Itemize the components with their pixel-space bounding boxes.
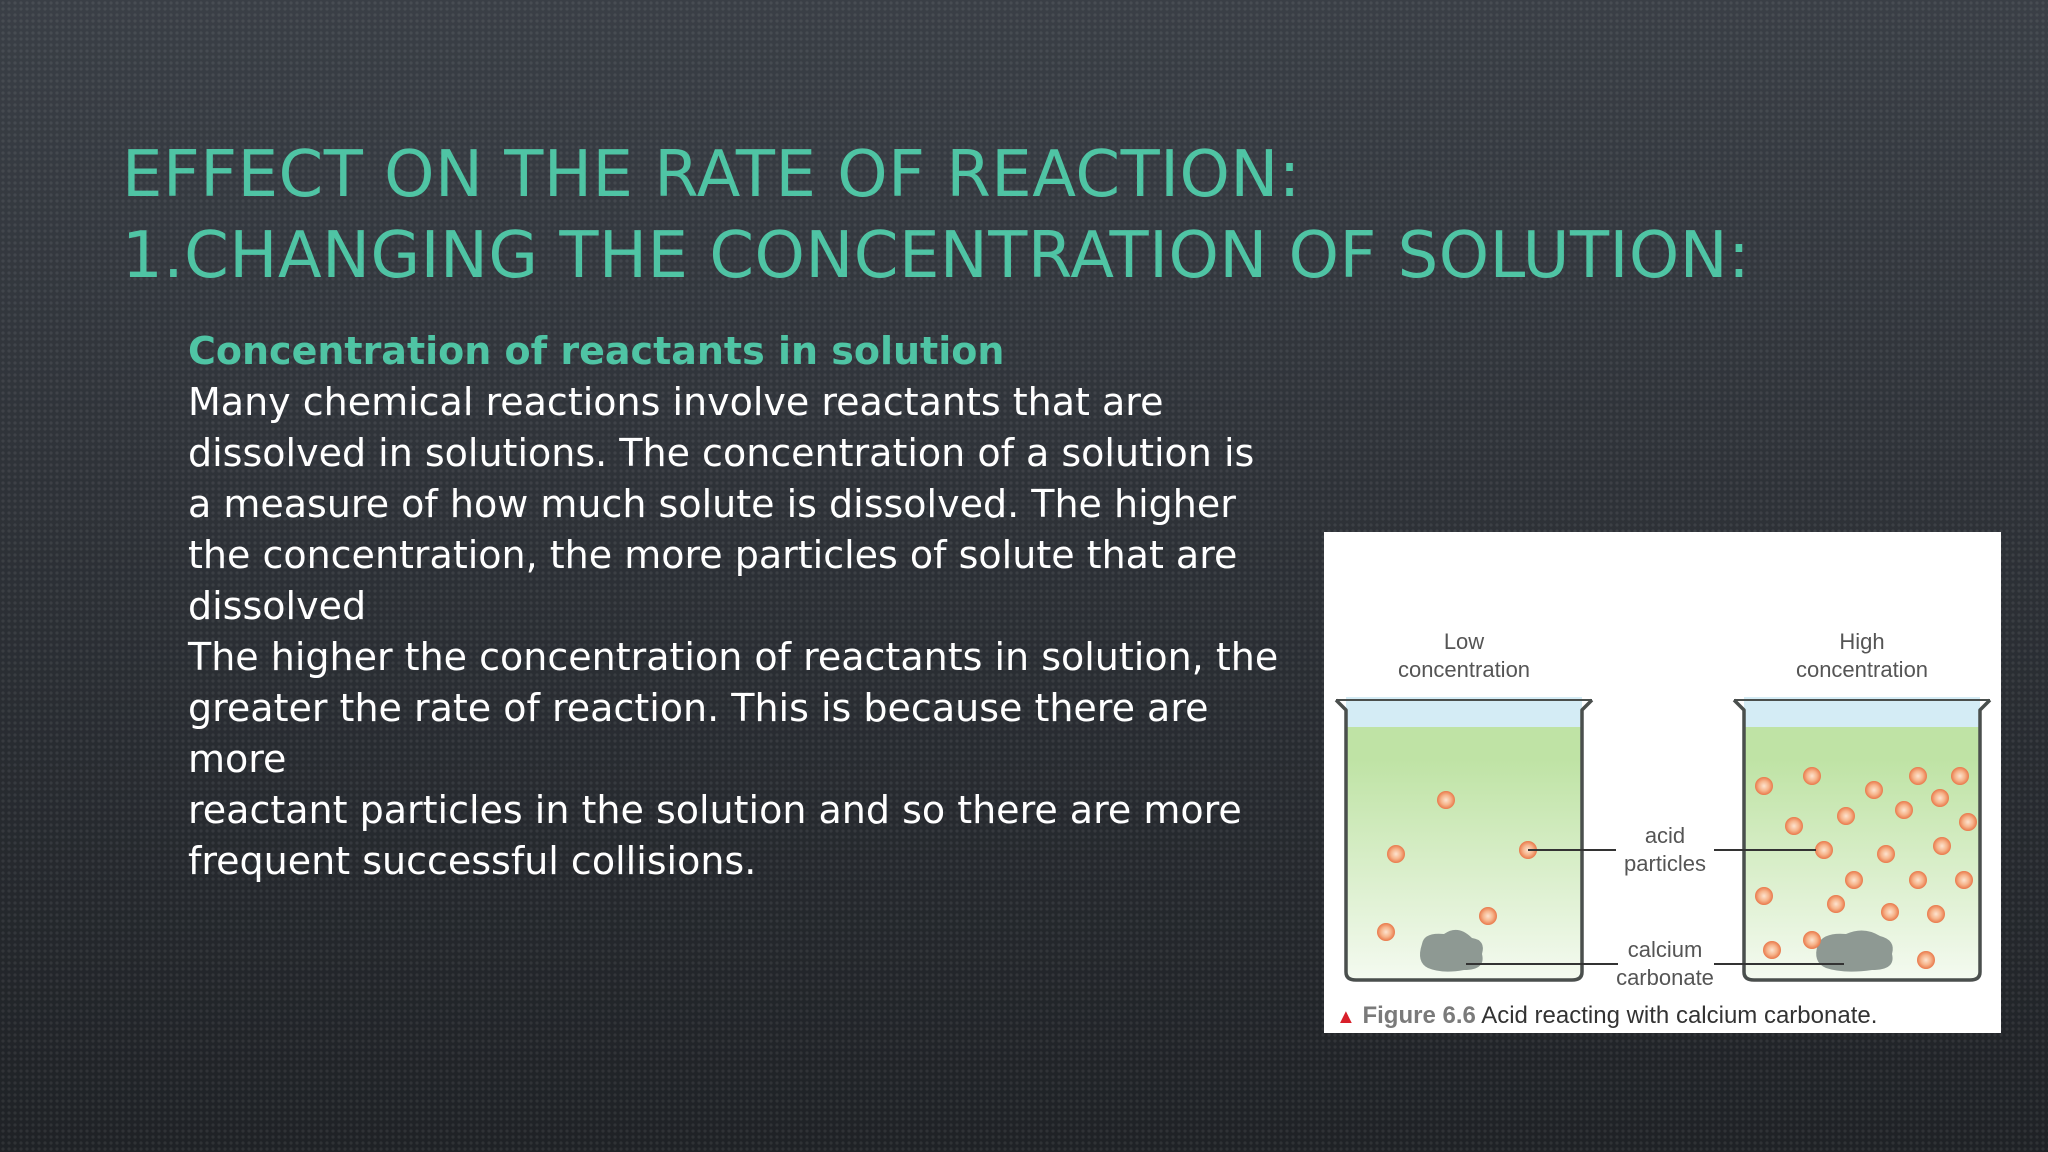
acid-particle xyxy=(1827,895,1845,913)
slide-title xyxy=(122,135,1750,297)
acid-particle xyxy=(1959,813,1977,831)
low-concentration-beaker xyxy=(1336,697,1592,980)
calcium-carbonate-solid xyxy=(1816,930,1893,971)
body-line: greater the rate of reaction. This is because there are xyxy=(188,686,1209,730)
reaction-figure xyxy=(1324,532,2001,1033)
caption-text: Acid reacting with calcium carbonate. xyxy=(1481,1002,1878,1029)
beaker-liquid-surface xyxy=(1346,727,1582,760)
body-line: The higher the concentration of reactants in solution, the xyxy=(188,635,1279,679)
acid-particle xyxy=(1785,817,1803,835)
acid-particle xyxy=(1755,887,1773,905)
acid-particle xyxy=(1927,905,1945,923)
high-concentration-label: High concentration xyxy=(1795,629,1929,682)
acid-particle xyxy=(1877,845,1895,863)
content-subheading: Concentration of reactants in solution xyxy=(188,329,1005,373)
body-line: more xyxy=(188,737,287,781)
acid-particle xyxy=(1479,907,1497,925)
acid-particle xyxy=(1917,951,1935,969)
body-line: the concentration, the more particles of solute that are xyxy=(188,533,1238,577)
acid-particle xyxy=(1955,871,1973,889)
acid-particle xyxy=(1437,791,1455,809)
slide-content xyxy=(188,326,1288,887)
beaker-air-band xyxy=(1744,697,1980,727)
acid-particle xyxy=(1933,837,1951,855)
caption-figure-number: Figure 6.6 xyxy=(1362,1002,1476,1029)
acid-particle xyxy=(1803,931,1821,949)
acid-particle xyxy=(1951,767,1969,785)
calcium-carbonate-label: calcium carbonate xyxy=(1616,937,1714,990)
acid-particle xyxy=(1931,789,1949,807)
body-line: frequent successful collisions. xyxy=(188,839,757,883)
acid-particle xyxy=(1763,941,1781,959)
body-line: Many chemical reactions involve reactants that are xyxy=(188,380,1164,424)
acid-particle xyxy=(1837,807,1855,825)
body-line: dissolved xyxy=(188,584,367,628)
acid-particle xyxy=(1881,903,1899,921)
figure-caption xyxy=(1336,1002,1877,1031)
acid-particles-label: acid particles xyxy=(1624,823,1706,876)
body-line: a measure of how much solute is dissolved. The higher xyxy=(188,482,1236,526)
high-concentration-beaker xyxy=(1734,697,1990,980)
beaker-liquid-surface xyxy=(1744,727,1980,760)
acid-particle xyxy=(1895,801,1913,819)
acid-particle xyxy=(1803,767,1821,785)
body-line: dissolved in solutions. The concentration of a solution is xyxy=(188,431,1255,475)
slide-title-line-1: EFFECT ON THE RATE OF REACTION: xyxy=(122,138,1301,212)
acid-particle xyxy=(1909,871,1927,889)
slide-title-line-2: 1.CHANGING THE CONCENTRATION OF SOLUTION: xyxy=(122,219,1751,293)
acid-particle xyxy=(1845,871,1863,889)
body-line: reactant particles in the solution and so there are more xyxy=(188,788,1242,832)
acid-particle xyxy=(1755,777,1773,795)
acid-particle xyxy=(1815,841,1833,859)
acid-particle xyxy=(1909,767,1927,785)
low-concentration-label: Low concentration xyxy=(1397,629,1531,682)
beaker-air-band xyxy=(1346,697,1582,727)
acid-particle xyxy=(1865,781,1883,799)
acid-particle xyxy=(1387,845,1405,863)
acid-particle xyxy=(1377,923,1395,941)
caption-marker-icon: ▲ xyxy=(1336,1006,1356,1028)
